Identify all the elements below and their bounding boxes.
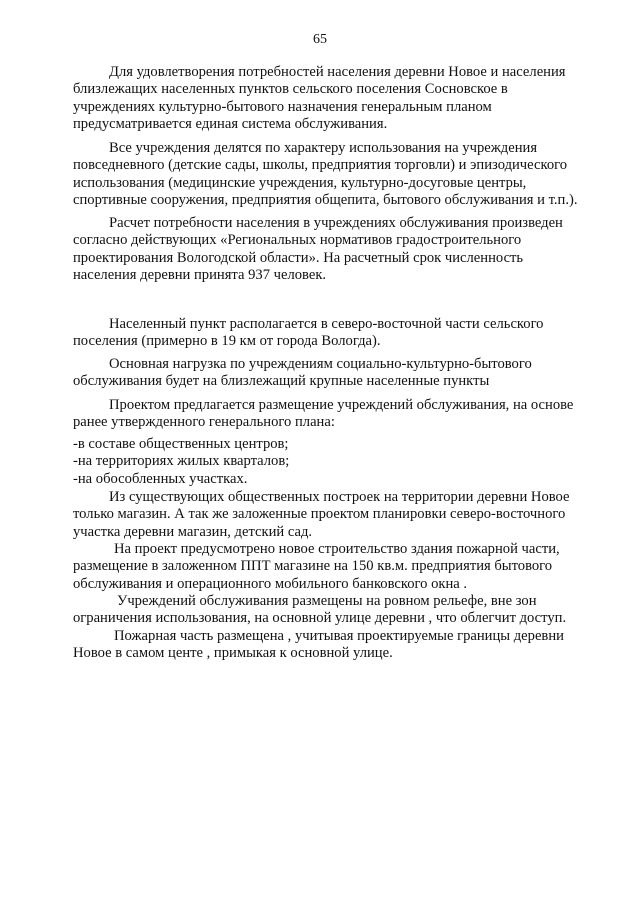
paragraph-4 <box>73 316 603 351</box>
text-line: Из существующих общественных построек на территории деревни Новое <box>109 489 570 505</box>
text-line: повседневного (детские сады, школы, предприятия торговли) и эпизодического <box>73 157 568 174</box>
text-line: ранее утвержденного генерального плана: <box>73 414 335 431</box>
paragraph-6 <box>73 397 603 432</box>
paragraph-9 <box>73 593 603 628</box>
page-number: 65 <box>313 32 327 47</box>
text-line: Основная нагрузка по учреждениям социально-культурно-бытового <box>109 356 532 372</box>
text-line: учреждениях культурно-бытового назначения генеральным планом <box>73 98 492 115</box>
text-line: обслуживания будет на близлежащий крупные населенные пункты <box>73 373 490 390</box>
text-line: ограничения использования, на основной улице деревни , что облегчит доступ. <box>73 610 567 627</box>
paragraph-7 <box>73 489 603 541</box>
text-line: Населенный пункт располагается в северо-восточной части сельского <box>109 316 544 332</box>
list-item: -на территориях жилых кварталов; <box>73 453 290 470</box>
text-line: поселения (примерно в 19 км от города Вологда). <box>73 333 381 350</box>
text-line: Проектом предлагается размещение учреждений обслуживания, на основе <box>109 397 574 413</box>
text-line: Расчет потребности населения в учреждениях обслуживания произведен <box>109 215 563 231</box>
list-block <box>73 436 603 488</box>
paragraph-3 <box>73 215 603 285</box>
text-line: Новое в самом центе , примыкая к основной улице. <box>73 645 393 662</box>
text-line: использования (медицинские учреждения, культурно-досуговые центры, <box>73 174 527 191</box>
text-line: проектирования Вологодской области». На расчетный срок численность <box>73 249 524 266</box>
text-line: участка деревни магазин, детский сад. <box>73 523 313 540</box>
text-line: спортивные сооружения, предприятия общепита, бытового обслуживания и т.п.). <box>73 192 578 209</box>
text-line: населения деревни принята 937 человек. <box>73 267 327 284</box>
text-line: обслуживания и операционного мобильного банковского окна . <box>73 575 468 592</box>
text-line: Пожарная часть размещена , учитывая проектируемые границы деревни <box>114 628 564 644</box>
paragraph-2 <box>73 140 603 210</box>
text-line: только магазин. А так же заложенные проектом планировки северо-восточного <box>73 506 566 523</box>
paragraph-5 <box>73 356 603 391</box>
text-line: близлежащих населенных пунктов сельского поселения Сосновское в <box>73 81 508 98</box>
text-line: размещение в заложенном ППТ магазине на 150 кв.м. предприятия бытового <box>73 558 553 575</box>
text-line: На проект предусмотрено новое строительство здания пожарной части, <box>114 541 560 557</box>
paragraph-8 <box>73 541 603 593</box>
list-item: -в составе общественных центров; <box>73 436 289 452</box>
text-line: Учреждений обслуживания размещены на ровном рельефе, вне зон <box>117 593 537 609</box>
text-line: согласно действующих «Региональных нормативов градостроительного <box>73 232 522 249</box>
paragraph-1 <box>73 64 603 134</box>
paragraph-10 <box>73 628 603 663</box>
list-item: -на обособленных участках. <box>73 470 248 487</box>
text-line: Все учреждения делятся по характеру использования на учреждения <box>109 140 538 156</box>
text-line: предусматривается единая система обслуживания. <box>73 116 388 133</box>
text-line: Для удовлетворения потребностей населения деревни Новое и населения <box>109 64 566 80</box>
